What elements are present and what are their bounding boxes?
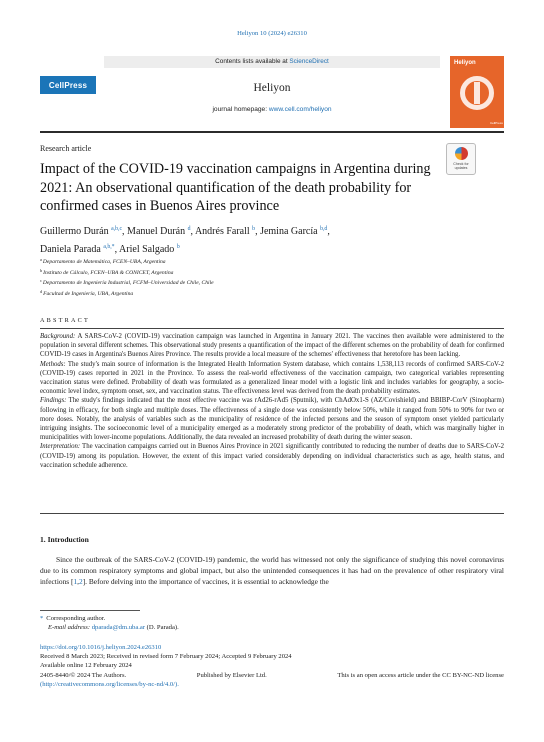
section-heading-introduction: 1. Introduction [40, 535, 89, 544]
affiliation-mark: a [40, 257, 42, 262]
masthead-center [104, 56, 440, 128]
affiliations-list [40, 256, 460, 298]
affiliation-text: Departamento de Ingeniería Industrial, FCFM–Universidad de Chile, Chile [42, 280, 214, 286]
license-line [40, 671, 504, 680]
abstract-section-text: A SARS-CoV-2 (COVID-19) vaccination campaign was launched in Argentina in January 2021. The vaccines then available were administered to the population in several different schemes. This observational study presents a quantification of the impact of the different schemes on the probability of death for confirmed COVID-19 cases in Argentina's Buenos Aires Province. The results provide a local measure of the schemes' effectiveness that heretofore has been lacking. [40, 333, 504, 359]
affiliation-mark: d [40, 288, 43, 294]
abstract-methods [40, 360, 504, 397]
abstract-bottom-rule [40, 513, 504, 514]
publisher-text: Published by Elsevier Ltd. [196, 671, 267, 679]
open-access-text: This is an open access article under the CC BY-NC-ND license [337, 671, 504, 679]
crossmark-text [447, 162, 475, 170]
abstract-section-label: Methods: [40, 360, 66, 368]
abstract-section-label: Findings: [40, 397, 67, 405]
abstract-section-label: Background: [40, 333, 76, 340]
publication-info [40, 643, 504, 689]
author-affiliation-marks[interactable]: a,b,c [111, 226, 123, 232]
author-name[interactable]: Andrés Farall [194, 226, 250, 237]
author-affiliation-marks[interactable]: d [187, 226, 191, 232]
email-note [40, 623, 504, 632]
abstract-top-rule [40, 328, 504, 329]
corresponding-author-note [40, 614, 504, 623]
affiliation-item [40, 288, 460, 299]
affiliation-text: Instituto de Cálculo, FCEN–UBA & CONICET, Argentina [43, 269, 174, 276]
crossmark-icon [455, 147, 468, 160]
abstract-section-text: The study's main source of information is the Integrated Health Information System database, which contains 1,538,113 records of confirmed SARS-CoV-2 (COVID-19) cases reported in 2021 in the Province. To assess the real-world effectiveness of the vaccination campaign, two categorical variables representing vaccination status were defined. Probability of death was formulated as a generalized linear model with a logistic link and includes variables for geography, a socio-economic level index, symptom onset, sex, and vaccination status. The effectiveness level was derived from the death probability estimates. [40, 360, 504, 396]
affiliation-item [40, 277, 460, 288]
publisher-logo[interactable] [40, 76, 96, 106]
author-list: Guillermo Durán $^{a,b,c}$, Manuel Durán $^d$, Andrés Farall $^b$, Jemina García $^{b,d}$, Daniela Parada $^{a,b,*}$, Ariel Salgado $^b$ [40, 226, 330, 255]
abstract-findings [40, 396, 504, 442]
article-type: Research article [40, 144, 92, 153]
abstract-background [40, 332, 504, 360]
intro-text-before: Since the outbreak of the SARS-CoV-2 (COVID-19) pandemic, the world has witnessed not only the significance of studying this novel coronavirus due to its common respiratory symptoms and global impact, but also the unintended consequences it has had on the prevalence of other respiratory viral infections [ [40, 555, 504, 586]
author-name[interactable]: Manuel Durán [127, 226, 186, 237]
affiliation-mark: b [40, 267, 43, 273]
crossmark-line-2: updates [454, 166, 468, 170]
corresponding-star: * [40, 615, 44, 622]
masthead-divider [40, 131, 504, 133]
cover-footer: CellPress [490, 121, 503, 125]
author-affiliation-marks[interactable]: b [176, 243, 180, 250]
available-online-date: Available online 12 February 2024 [40, 662, 132, 670]
cellpress-logo-icon [40, 76, 96, 94]
introduction-paragraph [40, 554, 504, 587]
affiliation-item [40, 267, 460, 278]
contents-prefix: Contents lists available at [215, 58, 290, 65]
email-link[interactable]: dparada@dm.uba.ar [91, 624, 146, 631]
cover-title: Heliyon [454, 60, 476, 66]
publisher-logo-text: CellPress [48, 80, 88, 90]
abstract-body [40, 332, 504, 470]
email-label: E-mail address: [48, 624, 91, 631]
copyright-text: 2405-8440/© 2024 The Authors. [40, 671, 127, 679]
journal-name: Heliyon [253, 82, 291, 94]
abstract-section-label: Interpretation: [40, 443, 81, 451]
email-suffix: (D. Parada). [145, 624, 179, 631]
intro-text-after: ]. Before delving into the importance of vaccines, it is essential to acknowledge the [82, 577, 329, 586]
license-link[interactable]: (http://creativecommons.org/licenses/by-nc-nd/4.0/). [40, 680, 179, 688]
reference-separator: , [77, 577, 80, 586]
affiliation-mark: c [40, 278, 42, 283]
author-name[interactable]: Ariel Salgado [119, 243, 175, 255]
contents-bar [104, 56, 440, 68]
article-title: Impact of the COVID-19 vaccination campaigns in Argentina during 2021: An observational quantification of the death probability for confirmed cases in Buenos Aires province [40, 161, 431, 214]
corresponding-text: Corresponding author. [46, 615, 106, 622]
doi-link[interactable]: https://doi.org/10.1016/j.heliyon.2024.e26310 [40, 644, 162, 651]
abstract-heading: ABSTRACT [40, 317, 90, 324]
abstract-interpretation [40, 442, 504, 470]
check-for-updates-badge[interactable] [446, 143, 476, 175]
received-dates: Received 8 March 2023; Received in revised form 7 February 2024; Accepted 9 February 2024 [40, 653, 292, 661]
author-name[interactable]: Jemina García [260, 226, 318, 237]
homepage-link[interactable]: www.cell.com/heliyon [268, 106, 332, 113]
affiliation-text: Departamento de Matemática, FCEN–UBA, Argentina [42, 259, 166, 265]
cover-bar-graphic [474, 82, 480, 104]
journal-citation[interactable]: Heliyon 10 (2024) e26310 [237, 30, 307, 37]
author-name[interactable]: Guillermo Durán [40, 226, 109, 237]
footnotes [40, 614, 504, 632]
affiliation-text: Facultad de Ingeniería, UBA, Argentina [43, 290, 134, 297]
journal-homepage [104, 106, 440, 113]
reference-link[interactable]: 1 [73, 577, 78, 586]
affiliation-item [40, 256, 460, 267]
abstract-section-text: The study's findings indicated that the most effective vaccine was rAd26-rAd5 (Sputnik), with ChAdOx1-S (AZ/Covishield) and BBIBP-CorV (Sinopharm) following in efficacy, for both single and multiple doses. The effectiveness of a single dose was consistently below 50%, while it ranged from 50% to 90% for two or more doses. Notably, the analysis of variables such as the municipality of residence of the infected persons and the season of symptom onset yielded particularly intriguing insights. The socioeconomic level of a municipality emerged as a moderately strong predictor of the probability of death, which was marginally higher in municipalities with lower-income populations. Additionally, the data revealed an increased probability of death during the winter season. [40, 397, 504, 442]
crossmark-line-1: Check for [453, 162, 469, 166]
reference-link[interactable]: 2 [79, 577, 83, 586]
abstract-section-text: The vaccination campaigns carried out in Buenos Aires Province in 2021 significantly contributed to reducing the number of deaths due to SARS-CoV-2 (COVID-19) among its population. However, the extent of this impact varied considerably depending on individual characteristics such as age, health status, and vaccination schedule adherence. [40, 443, 504, 469]
author-name[interactable]: Daniela Parada [40, 243, 101, 255]
homepage-prefix: journal homepage: [212, 106, 269, 113]
author-affiliation-marks[interactable]: b [252, 226, 256, 232]
sciencedirect-link[interactable]: ScienceDirect [289, 58, 329, 65]
author-affiliation-marks[interactable]: a,b,* [103, 243, 115, 250]
author-affiliation-marks[interactable]: b,d [320, 226, 328, 232]
journal-masthead [40, 56, 504, 128]
journal-cover-image[interactable] [450, 56, 504, 128]
footnote-rule [40, 610, 140, 611]
